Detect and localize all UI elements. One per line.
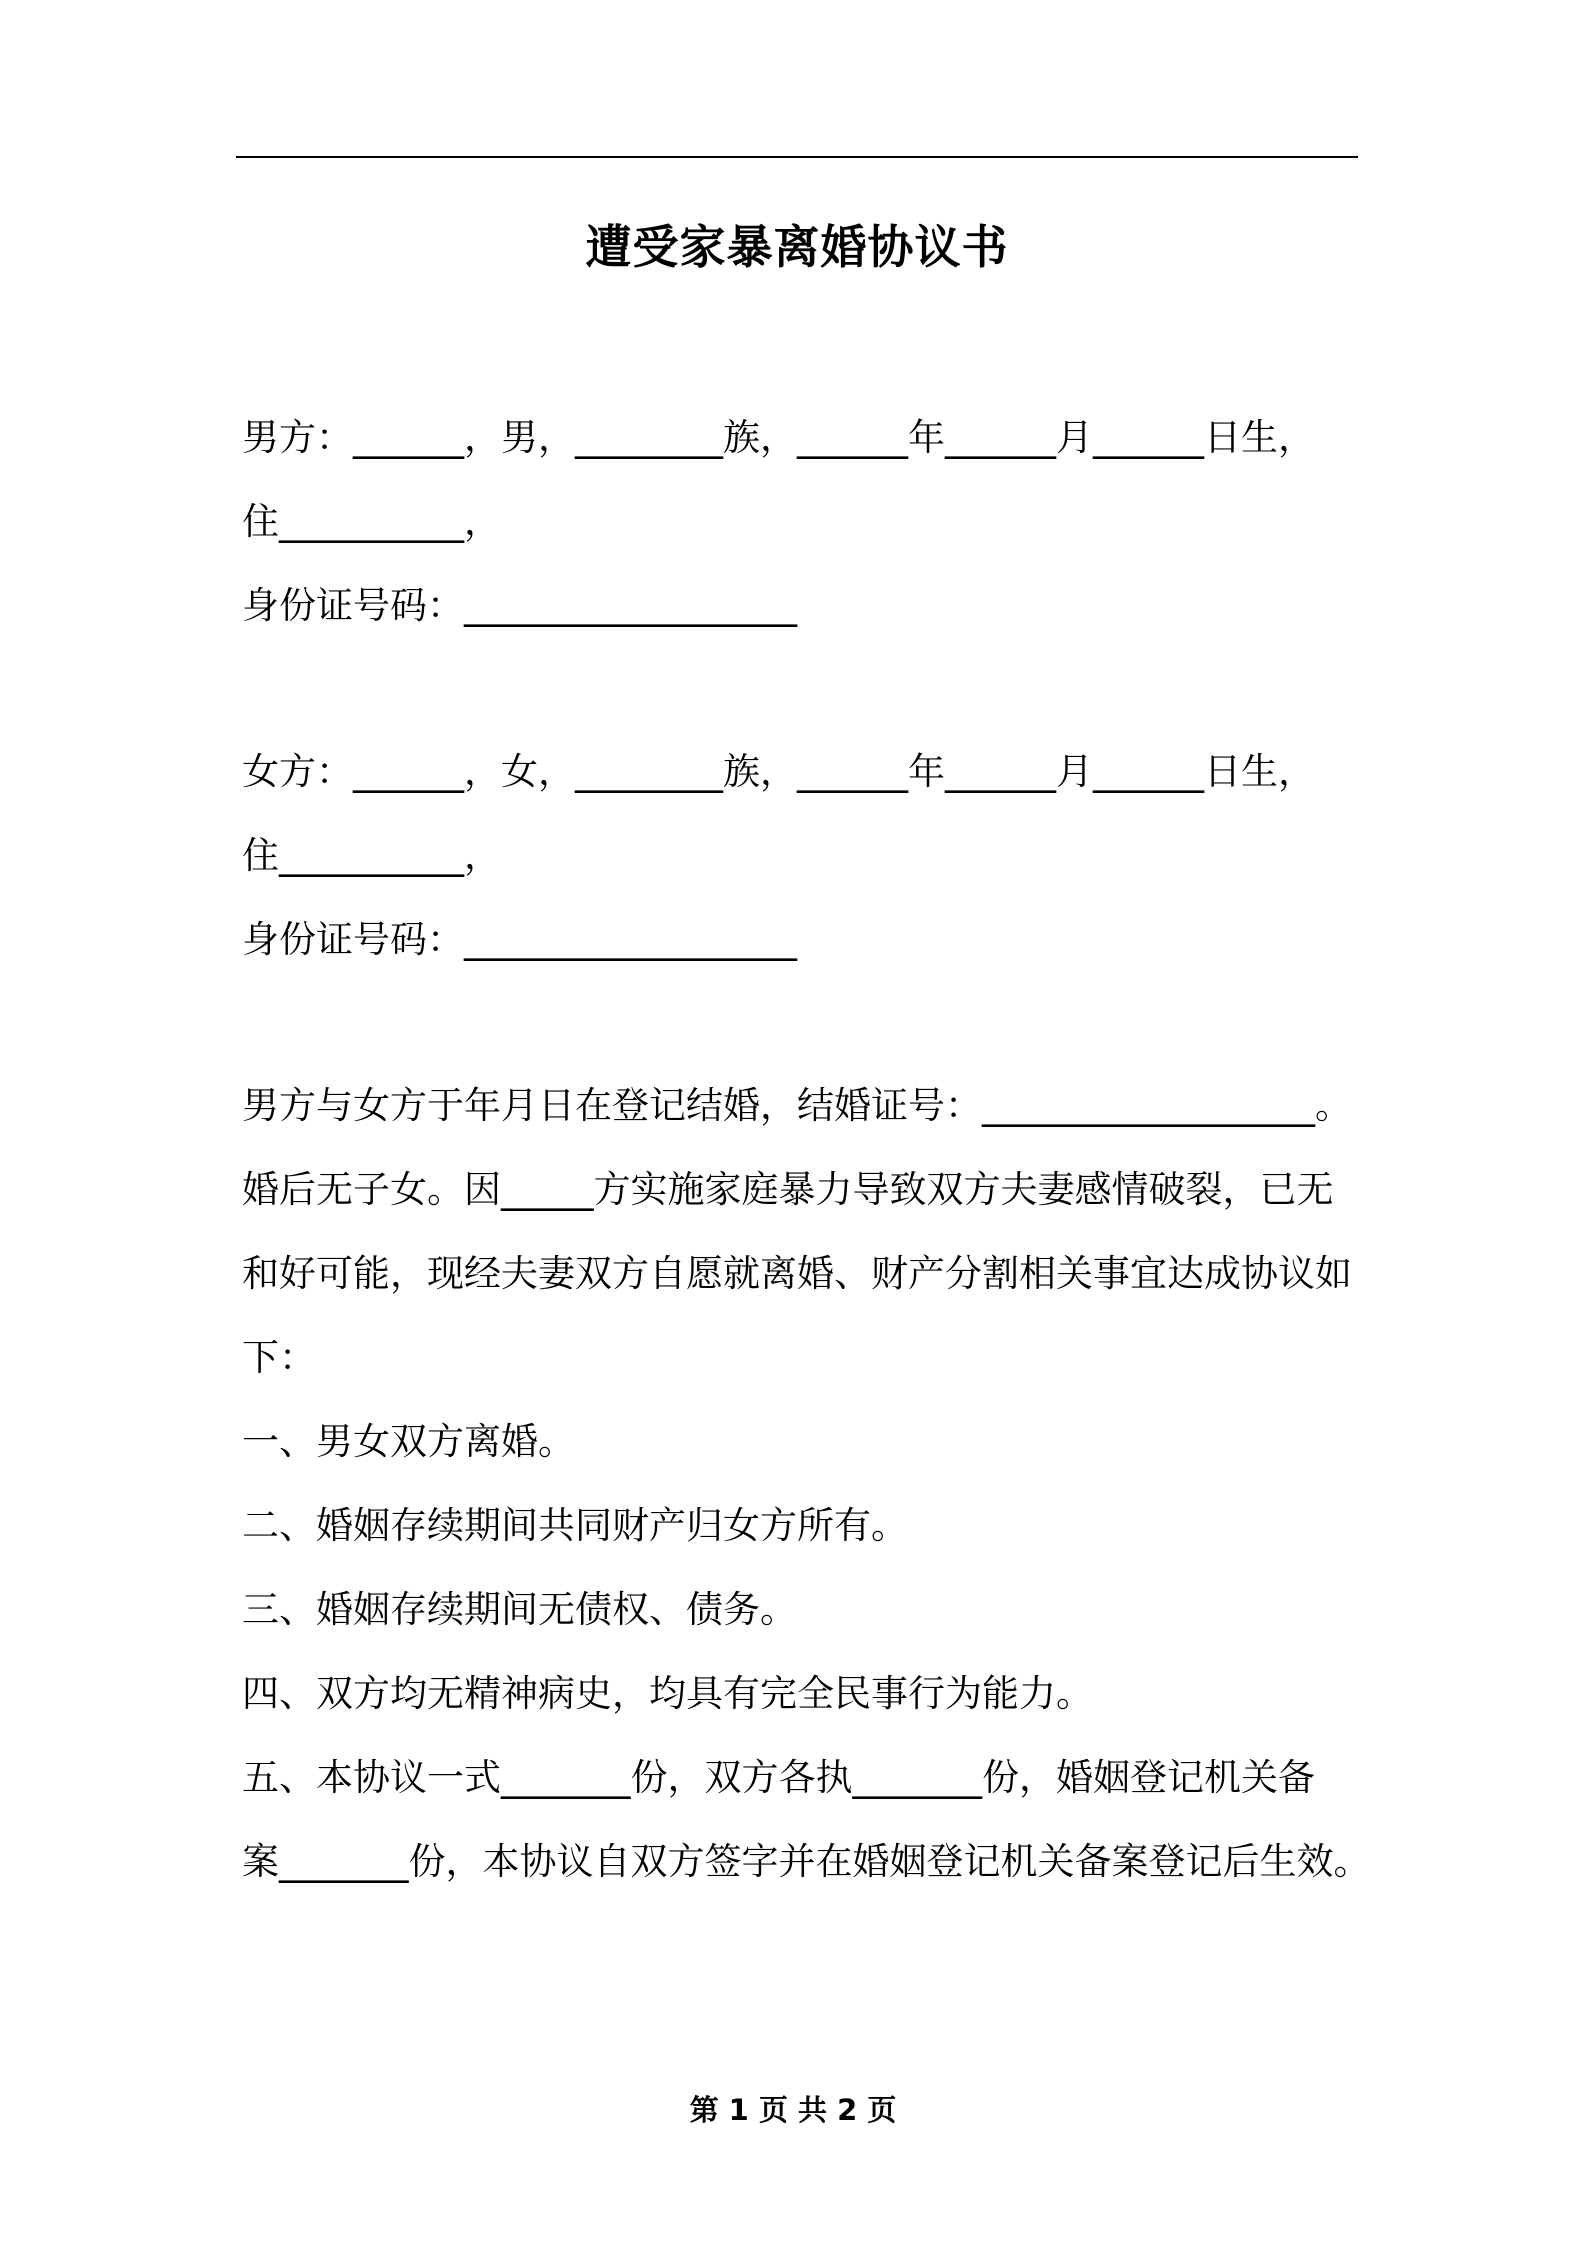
- intro-line-3: 和好可能，现经夫妻双方自愿就离婚、财产分割相关事宜达成协议如: [242, 1252, 1352, 1295]
- intro-line-4: 下：: [242, 1336, 316, 1379]
- intro-line-2: 婚后无子女。因_____方实施家庭暴力导致双方夫妻感情破裂，已无: [242, 1168, 1334, 1211]
- intro-line-1: 男方与女方于年月日在登记结婚，结婚证号：__________________。: [242, 1084, 1352, 1127]
- clause-5-line-1: 五、本协议一式_______份，双方各执_______份，婚姻登记机关备: [242, 1756, 1315, 1799]
- clause-4: 四、双方均无精神病史，均具有完全民事行为能力。: [242, 1672, 1093, 1715]
- male-party-id-line: 身份证号码：__________________: [242, 584, 797, 627]
- clause-3: 三、婚姻存续期间无债权、债务。: [242, 1588, 797, 1631]
- document-title: 遭受家暴离婚协议书: [585, 220, 1009, 274]
- male-party-line-1: 男方：______，男，________族，______年______月______日生，: [242, 416, 1315, 459]
- female-party-line-2: 住__________，: [242, 834, 501, 877]
- clause-5-line-2: 案_______份，本协议自双方签字并在婚姻登记机关备案登记后生效。: [242, 1840, 1371, 1883]
- header-rule: [236, 156, 1358, 158]
- female-party-id-line: 身份证号码：__________________: [242, 918, 797, 961]
- clause-2: 二、婚姻存续期间共同财产归女方所有。: [242, 1504, 908, 1547]
- female-party-line-1: 女方：______，女，________族，______年______月______日生，: [242, 750, 1315, 793]
- male-party-line-2: 住__________，: [242, 500, 501, 543]
- clause-1: 一、男女双方离婚。: [242, 1420, 575, 1463]
- page-number-footer: 第 1 页 共 2 页: [689, 2093, 897, 2127]
